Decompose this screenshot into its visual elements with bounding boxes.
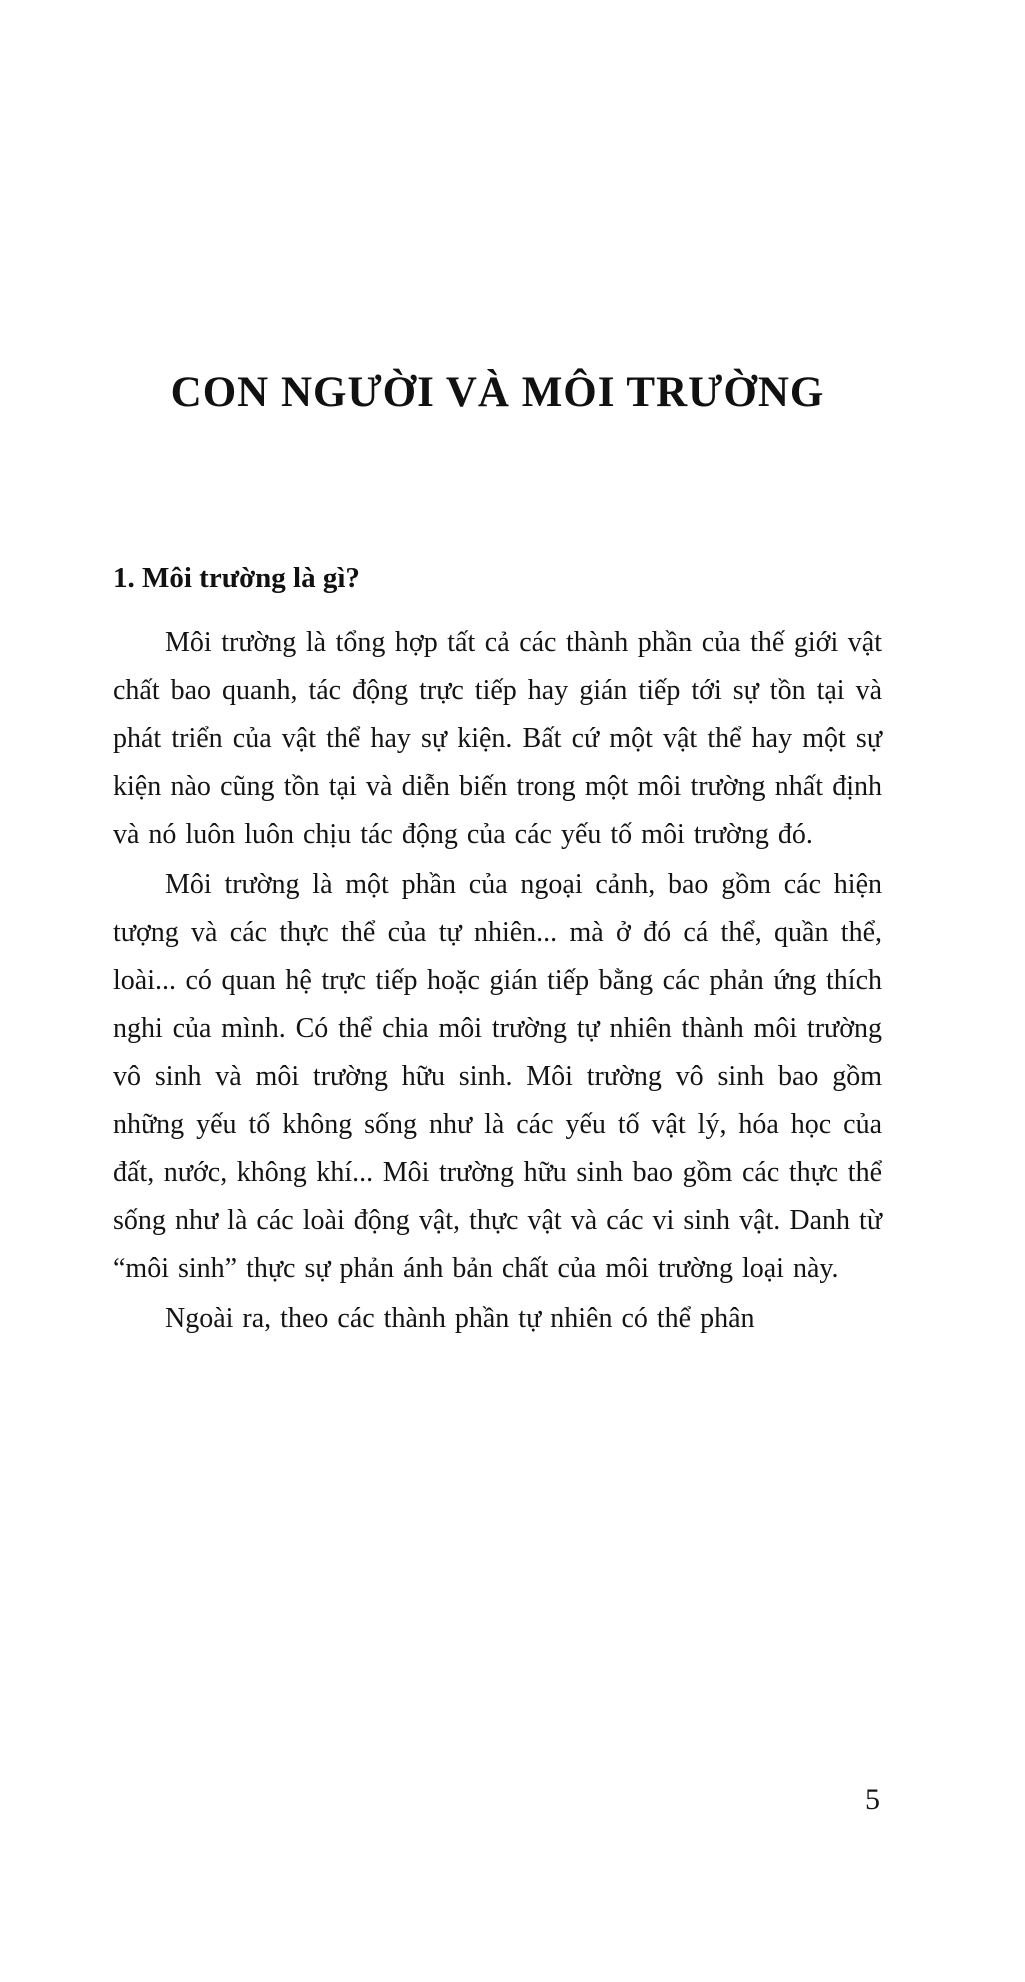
paragraph: Ngoài ra, theo các thành phần tự nhiên có thể phân — [165, 1303, 755, 1335]
paragraph: Môi trường là tổng hợp tất cả các thành phần của thế giới vật chất bao quanh, tác động trực tiếp hay gián tiếp tới sự tồn tại và phát triển của vật thể hay sự kiện. Bất cứ một vật thể hay một sự kiện nào cũng tồn tại và diễn biến trong một môi trường nhất định và nó luôn luôn chịu tác động của các yếu tố môi trường đó. — [113, 627, 882, 851]
section-heading: 1. Môi trường là gì? — [113, 562, 360, 594]
page-number: 5 — [865, 1783, 880, 1816]
page-title: CON NGƯỜI VÀ MÔI TRƯỜNG — [170, 369, 825, 416]
book-page — [0, 368, 1025, 1982]
paragraph: Môi trường là một phần của ngoại cảnh, bao gồm các hiện tượng và các thực thể của tự nhiên... mà ở đó cá thể, quần thể, loài... có quan hệ trực tiếp hoặc gián tiếp bằng các phản ứng thích nghi của mình. Có thể chia môi trường tự nhiên thành môi trường vô sinh và môi trường hữu sinh. Môi trường vô sinh bao gồm những yếu tố không sống như là các yếu tố vật lý, hóa học của đất, nước, không khí... Môi trường hữu sinh bao gồm các thực thể sống như là các loài động vật, thực vật và các vi sinh vật. Danh từ “môi sinh” thực sự phản ánh bản chất của môi trường loại này. — [113, 869, 882, 1285]
body-text — [113, 619, 882, 1343]
